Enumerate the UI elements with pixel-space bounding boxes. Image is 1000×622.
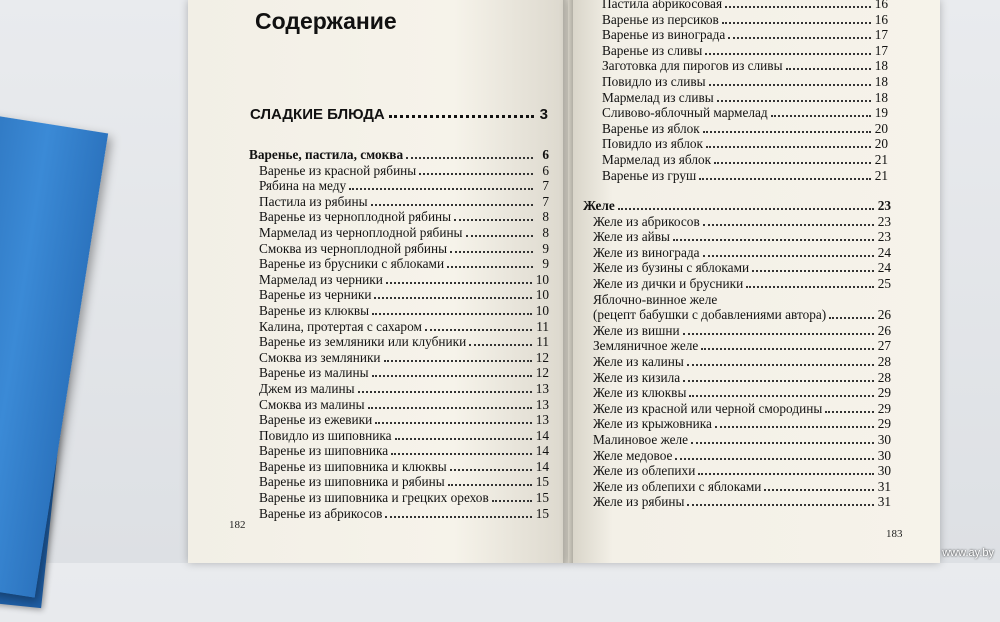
toc-entry-page: 11 <box>536 318 549 334</box>
toc-entry <box>602 27 888 43</box>
toc-entry <box>249 225 549 241</box>
toc-entry-page: 9 <box>542 240 549 256</box>
toc-entry <box>583 432 891 448</box>
toc-entry-title: Варенье из персиков <box>602 11 719 27</box>
section-title-row <box>250 106 548 123</box>
toc-entry-page: 16 <box>874 0 888 11</box>
toc-entry <box>249 365 549 381</box>
toc-entry <box>602 105 888 121</box>
toc-dot-leader <box>358 391 532 393</box>
watermark: www.ay.by <box>942 547 994 559</box>
toc-entry <box>249 350 549 366</box>
toc-dot-leader <box>706 146 871 148</box>
toc-entry <box>583 229 891 245</box>
toc-dot-leader <box>419 173 533 175</box>
toc-dot-leader <box>687 504 873 506</box>
toc-entry <box>249 163 549 179</box>
toc-entry <box>602 90 888 106</box>
toc-entry <box>583 323 891 339</box>
toc-entry-title: Повидло из шиповника <box>259 427 392 443</box>
toc-entry-title: Варенье из шиповника и рябины <box>259 474 445 490</box>
toc-entry-title: Желе из рябины <box>593 494 685 510</box>
toc-entry <box>602 43 888 59</box>
toc-dot-leader <box>699 178 870 180</box>
toc-dot-leader <box>728 37 870 39</box>
toc-entry-title: Варенье из клюквы <box>259 302 370 318</box>
toc-dot-leader <box>349 188 533 190</box>
toc-entry-page: 14 <box>535 458 549 474</box>
section-leader <box>389 106 534 118</box>
toc-entry-title: Мармелад из сливы <box>602 89 714 105</box>
toc-entry-title: Мармелад из черноплодной рябины <box>259 224 463 240</box>
toc-entry-title: Сливово-яблочный мармелад <box>602 105 768 121</box>
toc-entry-title: Джем из малины <box>259 380 355 396</box>
toc-entry-page: 19 <box>874 105 888 121</box>
toc-dot-leader <box>771 115 871 117</box>
toc-entry-page: 15 <box>535 474 549 490</box>
toc-entry-title: Малиновое желе <box>593 431 689 447</box>
toc-entry-page: 10 <box>535 271 549 287</box>
section-page: 3 <box>539 106 548 123</box>
toc-entry <box>583 401 891 417</box>
toc-entry-title: Заготовка для пирогов из сливы <box>602 58 783 74</box>
toc-entry <box>249 397 549 413</box>
toc-entry-page: 20 <box>874 136 888 152</box>
toc-entry-title: Желе из красной или черной смородины <box>593 400 823 416</box>
toc-entry <box>249 178 549 194</box>
toc-dot-leader <box>618 208 874 210</box>
left-page-number: 182 <box>229 519 246 531</box>
toc-entry-page: 14 <box>535 427 549 443</box>
toc-entry <box>249 412 549 428</box>
toc-dot-leader <box>683 380 874 382</box>
toc-entry <box>583 338 891 354</box>
toc-entry-page: 9 <box>542 256 549 272</box>
toc-entry-page: 21 <box>874 151 888 167</box>
toc-entry-title: Желе из облепихи <box>593 463 696 479</box>
toc-entry-title: Желе из вишни <box>593 322 680 338</box>
toc-dot-leader <box>709 84 871 86</box>
toc-entry <box>249 334 549 350</box>
toc-entry-page: 26 <box>877 307 891 323</box>
toc-dot-leader <box>469 344 532 346</box>
toc-dot-leader <box>698 473 873 475</box>
toc-entry-title: Пастила абрикосовая <box>602 0 723 11</box>
toc-entry-title: Варенье из красной рябины <box>259 162 417 178</box>
toc-entry-title: Рябина на меду <box>259 178 347 194</box>
toc-entry-page: 28 <box>877 353 891 369</box>
toc-entry-page: 13 <box>535 412 549 428</box>
toc-dot-leader <box>703 131 871 133</box>
toc-entry <box>602 12 888 28</box>
toc-entry <box>249 443 549 459</box>
toc-entry-title: Желе медовое <box>593 447 673 463</box>
toc-dot-leader <box>406 157 533 159</box>
toc-entry <box>602 0 888 12</box>
toc-entry-page: 24 <box>877 260 891 276</box>
toc-entry-page: 30 <box>877 463 891 479</box>
toc-entry-title: Желе из облепихи с яблоками <box>593 478 762 494</box>
toc-entry <box>249 256 549 272</box>
toc-entry <box>583 416 891 432</box>
toc-entry-page: 13 <box>535 380 549 396</box>
book-gutter <box>563 0 573 563</box>
toc-entry <box>249 209 549 225</box>
right-page-number: 183 <box>886 528 903 540</box>
toc-entry <box>583 307 891 323</box>
toc-dot-leader <box>492 500 532 502</box>
toc-dot-leader <box>385 516 531 518</box>
toc-entry <box>583 354 891 370</box>
toc-entry-page: 12 <box>535 365 549 381</box>
toc-entry-page: 23 <box>877 213 891 229</box>
toc-entry-title: Повидло из яблок <box>602 136 704 152</box>
toc-entry <box>602 58 888 74</box>
toc-dot-leader <box>689 395 873 397</box>
toc-entry <box>583 463 891 479</box>
toc-dot-leader <box>450 469 532 471</box>
toc-entry-page: 12 <box>535 349 549 365</box>
toc-entry-page: 31 <box>877 478 891 494</box>
toc-entry <box>249 241 549 257</box>
toc-entry-page: 8 <box>542 209 549 225</box>
toc-entry <box>583 245 891 261</box>
toc-entry-page: 29 <box>877 416 891 432</box>
toc-entry-page: 29 <box>877 385 891 401</box>
toc-entry-page: 15 <box>535 490 549 506</box>
toc-entry-title: Желе из винограда <box>593 244 700 260</box>
toc-entry <box>249 303 549 319</box>
toc-entry-page: 18 <box>874 89 888 105</box>
toc-dot-leader <box>466 235 534 237</box>
toc-entry-page: 6 <box>542 147 549 162</box>
toc-entry-title: Желе из бузины с яблоками <box>593 260 750 276</box>
toc-entry-title: Пастила из рябины <box>259 193 368 209</box>
toc-entry-title: Повидло из сливы <box>602 73 706 89</box>
toc-dot-leader <box>717 100 871 102</box>
toc-entry-title: Смоква из черноплодной рябины <box>259 240 448 256</box>
blue-booklet <box>0 110 108 598</box>
toc-entry <box>249 287 549 303</box>
toc-dot-leader <box>384 360 532 362</box>
toc-dot-leader <box>746 286 874 288</box>
toc-entry-title: Варенье из яблок <box>602 120 700 136</box>
toc-entry-title: Желе из калины <box>593 353 684 369</box>
toc-entry-title: Желе из айвы <box>593 229 670 245</box>
toc-entry <box>602 136 888 152</box>
toc-entry-page: 17 <box>874 42 888 58</box>
toc-dot-leader <box>786 68 871 70</box>
toc-dot-leader <box>715 426 874 428</box>
toc-entry-title: Варенье из черники <box>259 287 372 303</box>
toc-entry <box>583 385 891 401</box>
toc-entry <box>583 292 891 308</box>
toc-entry <box>249 459 549 475</box>
toc-entry-page: 15 <box>535 505 549 521</box>
toc-entry <box>249 506 549 522</box>
toc-entry-page: 23 <box>877 198 891 213</box>
toc-entry <box>583 276 891 292</box>
toc-entry <box>249 474 549 490</box>
toc-entry-title: Желе из абрикосов <box>593 213 700 229</box>
toc-entry-page: 10 <box>535 302 549 318</box>
toc-dot-leader <box>447 266 533 268</box>
toc-dot-leader <box>374 297 531 299</box>
toc-entry-page: 24 <box>877 244 891 260</box>
toc-entry <box>583 198 891 214</box>
toc-entry <box>249 490 549 506</box>
toc-entry-title: Калина, протертая с сахаром <box>259 318 422 334</box>
toc-dot-leader <box>368 407 532 409</box>
toc-entry-title: Варенье из брусники с яблоками <box>259 256 445 272</box>
toc-entry-title: Земляничное желе <box>593 338 699 354</box>
toc-entry <box>249 428 549 444</box>
toc-dot-leader <box>386 282 532 284</box>
toc-right-top-list <box>602 0 888 183</box>
toc-dot-leader <box>725 6 871 8</box>
toc-dot-leader <box>703 224 874 226</box>
toc-entry-title: Варенье из черноплодной рябины <box>259 209 452 225</box>
toc-left-list <box>249 147 549 521</box>
toc-dot-leader <box>691 442 874 444</box>
toc-entry-title: Варенье из винограда <box>602 27 726 43</box>
toc-dot-leader <box>372 375 532 377</box>
toc-entry-page: 11 <box>536 334 549 350</box>
toc-dot-leader <box>701 348 873 350</box>
toc-entry-title: Варенье из абрикосов <box>259 505 383 521</box>
toc-entry-page: 14 <box>535 443 549 459</box>
toc-entry <box>249 194 549 210</box>
toc-dot-leader <box>683 333 874 335</box>
toc-entry-title: Мармелад из черники <box>259 271 383 287</box>
toc-entry <box>249 272 549 288</box>
toc-entry-page: 7 <box>542 193 549 209</box>
toc-entry-page: 16 <box>874 11 888 27</box>
toc-entry-title: Варенье из малины <box>259 365 369 381</box>
toc-entry-page: 17 <box>874 27 888 43</box>
toc-dot-leader <box>675 458 873 460</box>
contents-heading: Содержание <box>255 8 397 34</box>
toc-entry <box>249 319 549 335</box>
toc-entry-page: 27 <box>877 338 891 354</box>
toc-dot-leader <box>687 364 874 366</box>
toc-entry-title: Яблочно-винное желе <box>593 291 718 307</box>
toc-dot-leader <box>371 204 533 206</box>
toc-entry-page: 25 <box>877 275 891 291</box>
toc-dot-leader <box>395 438 532 440</box>
toc-entry-title: Мармелад из яблок <box>602 151 712 167</box>
toc-entry-title: Варенье из сливы <box>602 42 703 58</box>
toc-dot-leader <box>829 317 873 319</box>
toc-entry-page: 13 <box>535 396 549 412</box>
toc-entry <box>249 381 549 397</box>
toc-entry <box>602 152 888 168</box>
toc-entry-page: 18 <box>874 58 888 74</box>
toc-dot-leader <box>722 22 871 24</box>
toc-entry-page: 31 <box>877 494 891 510</box>
toc-entry-title: Желе <box>583 198 615 213</box>
toc-dot-leader <box>714 162 871 164</box>
toc-dot-leader <box>703 255 874 257</box>
toc-entry-page: 29 <box>877 400 891 416</box>
toc-entry <box>249 147 549 163</box>
toc-entry-title: Варенье из земляники или клубники <box>259 334 467 350</box>
toc-entry-page: 28 <box>877 369 891 385</box>
toc-dot-leader <box>375 422 531 424</box>
toc-dot-leader <box>752 270 874 272</box>
toc-dot-leader <box>450 251 533 253</box>
toc-entry-page: 26 <box>877 322 891 338</box>
toc-entry-title: Смоква из земляники <box>259 349 381 365</box>
toc-entry-page: 18 <box>874 73 888 89</box>
toc-dot-leader <box>391 453 531 455</box>
toc-right-bottom-list <box>583 198 891 510</box>
toc-entry-page: 23 <box>877 229 891 245</box>
toc-entry-page: 6 <box>542 162 549 178</box>
toc-dot-leader <box>454 219 533 221</box>
toc-entry-title: Желе из кизила <box>593 369 681 385</box>
toc-entry-title: Желе из клюквы <box>593 385 687 401</box>
section-title: СЛАДКИЕ БЛЮДА <box>250 106 385 123</box>
toc-entry-page: 7 <box>542 178 549 194</box>
toc-entry-page: 20 <box>874 120 888 136</box>
toc-dot-leader <box>448 484 532 486</box>
toc-entry <box>583 494 891 510</box>
toc-entry-page: 21 <box>874 167 888 183</box>
toc-entry <box>602 168 888 184</box>
toc-dot-leader <box>705 53 870 55</box>
toc-entry-title: Желе из крыжовника <box>593 416 712 432</box>
toc-entry-title: Варенье из шиповника и грецких орехов <box>259 490 489 506</box>
toc-entry-page: 8 <box>542 224 549 240</box>
toc-entry <box>583 214 891 230</box>
toc-entry-page: 30 <box>877 447 891 463</box>
toc-entry-title: Варенье из груш <box>602 167 697 183</box>
toc-entry-page: 30 <box>877 431 891 447</box>
toc-entry-title: Смоква из малины <box>259 396 365 412</box>
toc-entry-page: 10 <box>535 287 549 303</box>
toc-entry-title: (рецепт бабушки с добавлениями автора) <box>593 307 827 323</box>
toc-dot-leader <box>372 313 532 315</box>
toc-entry <box>583 448 891 464</box>
toc-dot-leader <box>425 329 532 331</box>
toc-entry <box>602 121 888 137</box>
toc-dot-leader <box>673 239 874 241</box>
toc-dot-leader <box>764 489 873 491</box>
toc-dot-leader <box>825 411 873 413</box>
toc-entry <box>602 74 888 90</box>
toc-entry-title: Варенье из ежевики <box>259 412 373 428</box>
toc-entry-title: Варенье из шиповника и клюквы <box>259 458 447 474</box>
toc-entry-title: Желе из дички и брусники <box>593 275 744 291</box>
toc-entry-title: Варенье из шиповника <box>259 443 389 459</box>
toc-entry-title: Варенье, пастила, смоква <box>249 147 404 162</box>
toc-entry <box>583 479 891 495</box>
toc-entry <box>583 370 891 386</box>
toc-entry <box>583 260 891 276</box>
